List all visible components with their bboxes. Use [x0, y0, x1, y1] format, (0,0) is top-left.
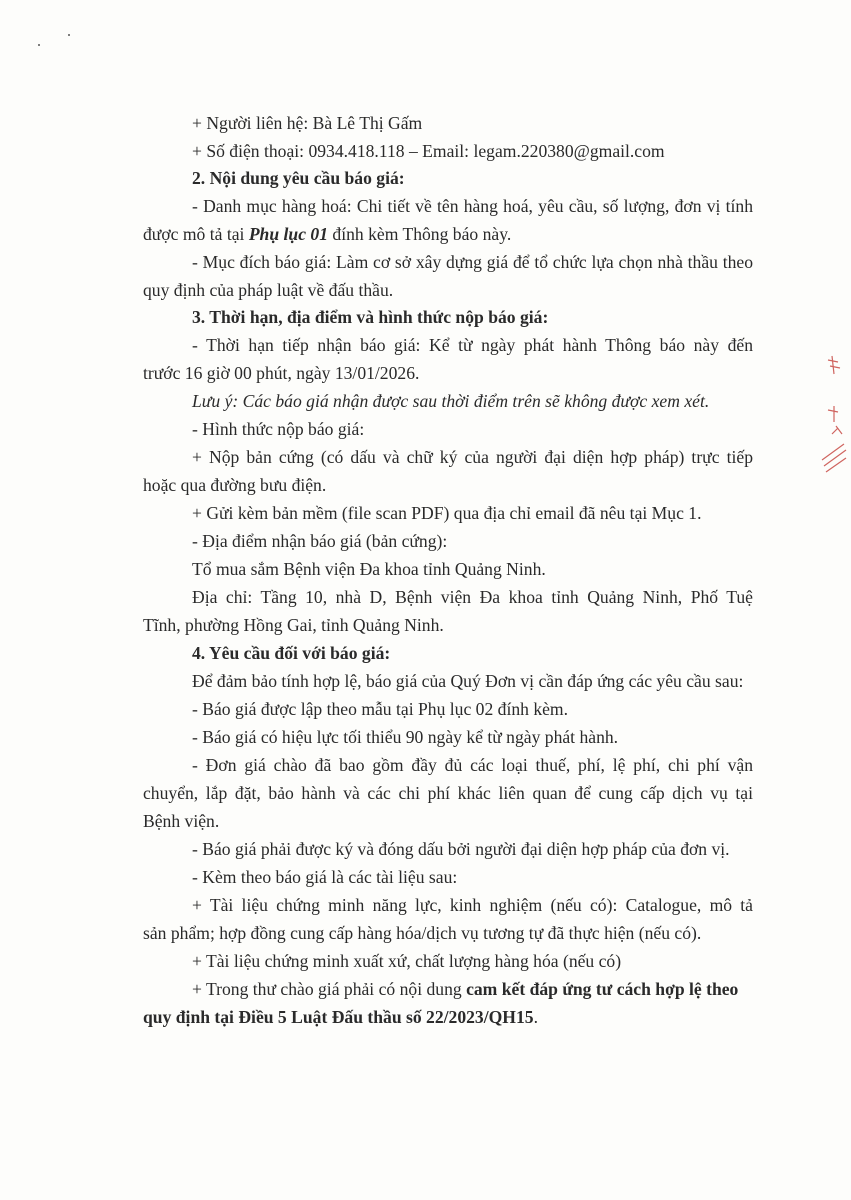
- emphasis: cam kết đáp ứng tư cách hợp lệ theo: [466, 979, 739, 999]
- paragraph: - Mục đích báo giá: Làm cơ sở xây dựng giá để tổ chức lựa chọn nhà thầu theo: [192, 252, 753, 272]
- margin-stamp-fragment: [818, 352, 848, 492]
- paragraph: + Tài liệu chứng minh năng lực, kinh nghiệm (nếu có): Catalogue, mô tả: [192, 895, 753, 915]
- paragraph-line: hoặc qua đường bưu điện.: [143, 475, 327, 495]
- paragraph-line: Bệnh viện.: [143, 811, 220, 831]
- paragraph-line: [143, 1006, 538, 1028]
- paragraph-line: [192, 978, 738, 1000]
- paragraph-line: [143, 223, 511, 245]
- paragraph-line: - Hình thức nộp báo giá:: [192, 419, 365, 439]
- paragraph-line: + Tài liệu chứng minh xuất xứ, chất lượng hàng hóa (nếu có): [192, 951, 622, 971]
- paragraph-line: Tĩnh, phường Hồng Gai, tỉnh Quảng Ninh.: [143, 615, 444, 635]
- text-run: đính kèm Thông báo này.: [328, 224, 512, 244]
- contact-phone-email: + Số điện thoại: 0934.418.118 – Email: legam.220380@gmail.com: [192, 141, 665, 161]
- paragraph-line: - Báo giá được lập theo mẫu tại Phụ lục 02 đính kèm.: [192, 699, 569, 719]
- paragraph: + Nộp bản cứng (có dấu và chữ ký của người đại diện hợp pháp) trực tiếp: [192, 447, 753, 467]
- paragraph: Địa chỉ: Tầng 10, nhà D, Bệnh viện Đa khoa tỉnh Quảng Ninh, Phố Tuệ: [192, 587, 753, 607]
- section-2-heading: 2. Nội dung yêu cầu báo giá:: [192, 168, 405, 188]
- paragraph-line: + Gửi kèm bản mềm (file scan PDF) qua địa chỉ email đã nêu tại Mục 1.: [192, 503, 702, 523]
- section-3-heading: 3. Thời hạn, địa điểm và hình thức nộp báo giá:: [192, 307, 549, 327]
- emphasis: quy định tại Điều 5 Luật Đấu thầu số 22/2023/QH15: [143, 1007, 534, 1027]
- text-run: + Trong thư chào giá phải có nội dung: [192, 979, 467, 999]
- paragraph: - Danh mục hàng hoá: Chi tiết về tên hàng hoá, yêu cầu, số lượng, đơn vị tính: [192, 196, 753, 216]
- text-run: được mô tả tại: [143, 224, 249, 244]
- contact-person: + Người liên hệ: Bà Lê Thị Gấm: [192, 113, 423, 133]
- paragraph-line: - Báo giá có hiệu lực tối thiểu 90 ngày kể từ ngày phát hành.: [192, 727, 619, 747]
- paragraph: - Đơn giá chào đã bao gồm đầy đủ các loại thuế, phí, lệ phí, chi phí vận: [192, 755, 753, 775]
- paragraph-line: - Báo giá phải được ký và đóng dấu bởi người đại diện hợp pháp của đơn vị.: [192, 839, 730, 859]
- paragraph-line: Tổ mua sắm Bệnh viện Đa khoa tỉnh Quảng Ninh.: [192, 559, 546, 579]
- paragraph-line: - Địa điểm nhận báo giá (bản cứng):: [192, 531, 448, 551]
- section-4-heading: 4. Yêu cầu đối với báo giá:: [192, 643, 391, 663]
- paragraph: - Thời hạn tiếp nhận báo giá: Kể từ ngày phát hành Thông báo này đến: [192, 335, 753, 355]
- paragraph-line: Để đảm bảo tính hợp lệ, báo giá của Quý Đơn vị cần đáp ứng các yêu cầu sau:: [192, 671, 744, 691]
- scan-speck: [38, 44, 40, 46]
- scan-speck: [68, 34, 70, 36]
- paragraph-line: - Kèm theo báo giá là các tài liệu sau:: [192, 867, 458, 887]
- paragraph-line: trước 16 giờ 00 phút, ngày 13/01/2026.: [143, 363, 420, 383]
- paragraph: chuyển, lắp đặt, bảo hành và các chi phí khác liên quan để cung cấp dịch vụ tại: [143, 783, 753, 803]
- note-line: Lưu ý: Các báo giá nhận được sau thời điểm trên sẽ không được xem xét.: [192, 391, 710, 411]
- text-run: .: [533, 1007, 538, 1027]
- appendix-ref: Phụ lục 01: [248, 224, 329, 244]
- paragraph-line: sản phẩm; hợp đồng cung cấp hàng hóa/dịch vụ tương tự đã thực hiện (nếu có).: [143, 923, 702, 943]
- paragraph-line: quy định của pháp luật về đấu thầu.: [143, 280, 394, 300]
